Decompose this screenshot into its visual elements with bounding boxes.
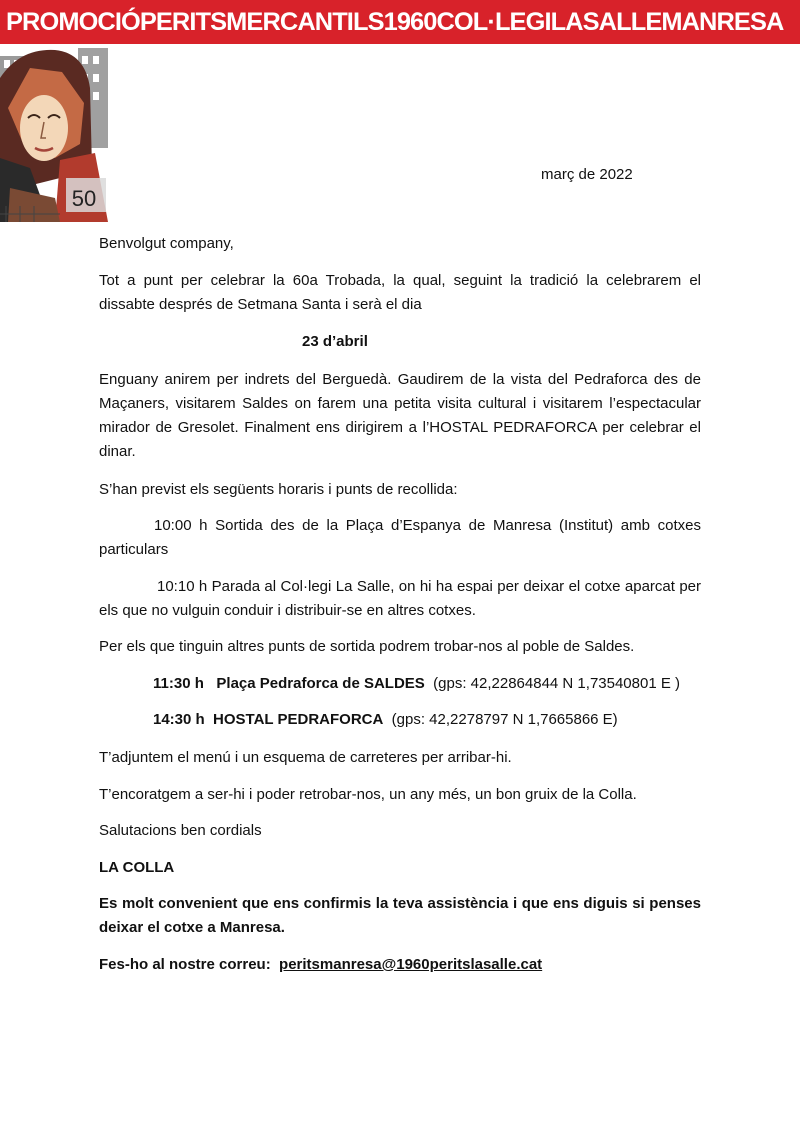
confirmation-note: Es molt convenient que ens confirmis la teva assistència i que ens diguis si penses deixar el cotxe a Manresa. <box>99 895 701 936</box>
encouragement: T’encoratgem a ser-hi i poder retrobar-nos, un any més, un bon gruix de la Colla. <box>99 786 637 803</box>
letter-date: març de 2022 <box>541 166 633 183</box>
pickup-2: 10:10 h Parada al Col·legi La Salle, on hi ha espai per deixar el cotxe aparcat per els que no vulguin conduir i distribuir-se en altres cotxes. <box>99 578 701 619</box>
meet-1-place: Plaça Pedraforca de SALDES <box>216 675 425 692</box>
meet-1-gps: (gps: 42,22864844 N 1,73540801 E ) <box>433 675 681 692</box>
signature: LA COLLA <box>99 859 175 876</box>
meet-2-place: HOSTAL PEDRAFORCA <box>213 711 384 728</box>
email-line <box>99 953 701 977</box>
greeting: Benvolgut company, <box>99 235 234 252</box>
attachments-note: T’adjuntem el menú i un esquema de carreteres per arribar-hi. <box>99 749 512 766</box>
other-pickup-points: Per els que tinguin altres punts de sortida podrem trobar-nos al poble de Saldes. <box>99 638 635 655</box>
email-link[interactable]: peritsmanresa@1960peritslasalle.cat <box>279 956 543 973</box>
header-banner <box>0 0 800 44</box>
closing: Salutacions ben cordials <box>99 822 262 839</box>
anniversary-logo <box>0 48 108 222</box>
meeting-point-1 <box>153 672 713 696</box>
plan-paragraph: Enguany anirem per indrets del Berguedà. Gaudirem de la vista del Pedraforca des de Maçaners, visitarem Saldes on farem una petita visita cultural i visitarem l’espectacular mirador de Gresolet. Finalment ens dirigirem a l’HOSTAL PEDRAFORCA per celebrar el dinar. <box>99 371 701 460</box>
email-prefix: Fes-ho al nostre correu: <box>99 956 271 973</box>
event-date: 23 d’abril <box>302 333 368 350</box>
pickup-1: 10:00 h Sortida des de la Plaça d’Espanya de Manresa (Institut) amb cotxes particulars <box>99 517 701 558</box>
schedule-intro: S’han previst els següents horaris i punts de recollida: <box>99 481 458 498</box>
meeting-point-2 <box>153 708 713 732</box>
logo-number: 50 <box>71 186 97 211</box>
intro-paragraph: Tot a punt per celebrar la 60a Trobada, la qual, seguint la tradició la celebrarem el dissabte després de Setmana Santa i serà el dia <box>99 272 701 313</box>
meet-2-time: 14:30 h <box>153 711 205 728</box>
banner-title: PROMOCIÓPERITSMERCANTILS1960COL·LEGILASALLEMANRESA <box>6 8 784 36</box>
meet-2-gps: (gps: 42,2278797 N 1,7665866 E) <box>391 711 618 728</box>
meet-1-time: 11:30 h <box>153 675 204 692</box>
